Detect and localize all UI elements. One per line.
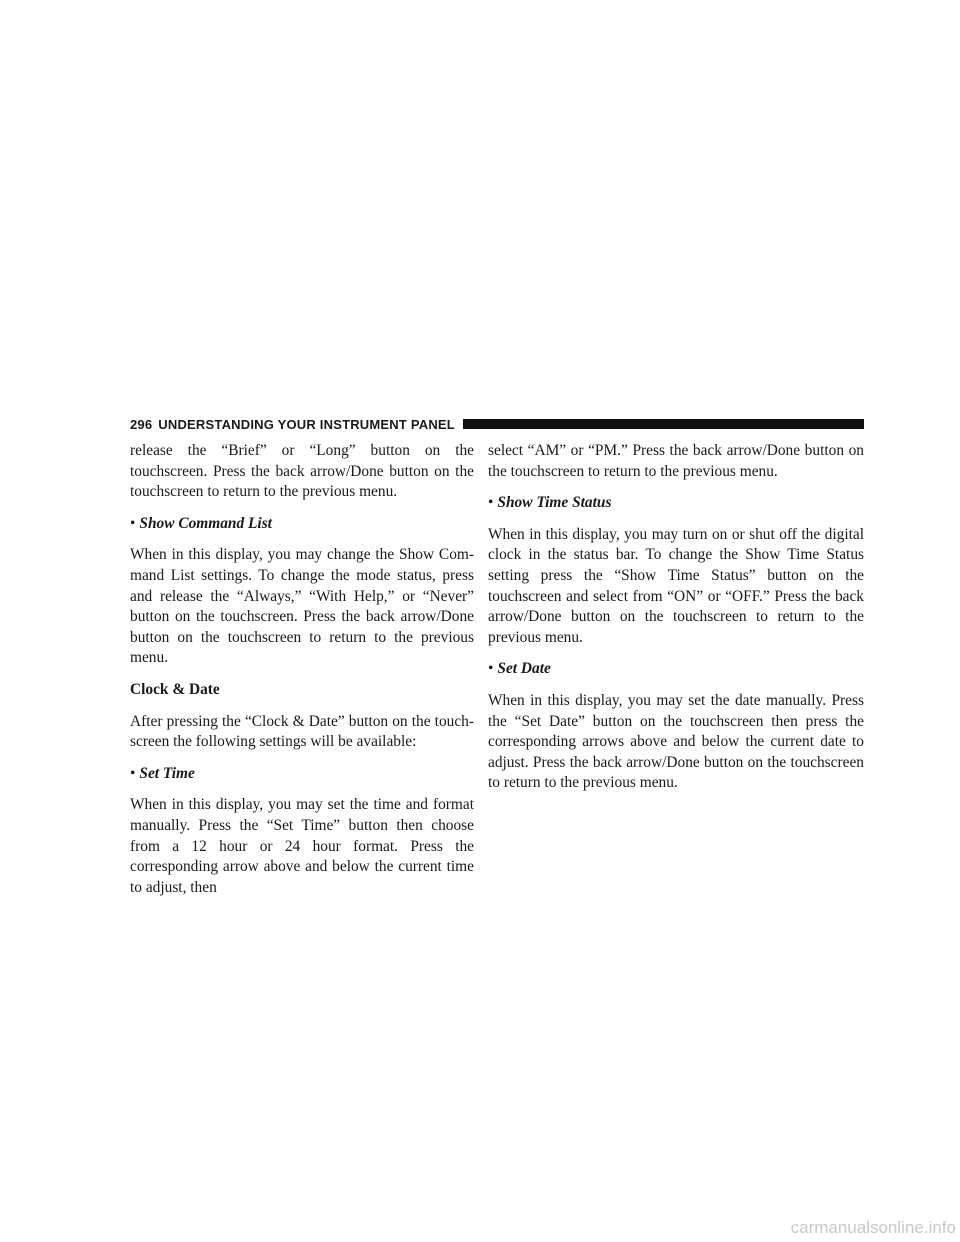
- paragraph: When in this display, you may set the time and format manually. Press the “Set Time” button then choose from a 12 hour or 24 hour format. Press the corresponding arrow above and below the current time to adjust, then: [130, 796, 474, 896]
- bullet-dot: •: [130, 514, 136, 532]
- watermark: carmanualsonline.info: [790, 1218, 956, 1237]
- right-column: [488, 441, 864, 805]
- bullet-label: Set Date: [497, 660, 551, 678]
- bullet-item: [488, 659, 864, 680]
- bullet-label: Show Time Status: [497, 494, 612, 512]
- page-number: 296: [130, 416, 153, 432]
- bullet-dot: •: [488, 494, 494, 512]
- bullet-item: [488, 493, 864, 514]
- paragraph: When in this display, you may turn on or shut off the digital clock in the status bar. To change the Show Time Status setting press the “Show Time Status” button on the touchscreen and select from “ON” or “OFF.” Press the back arrow/Done button on the touchscreen to return to the previous menu.: [488, 525, 864, 646]
- bullet-item: [130, 764, 474, 785]
- paragraph: select “AM” or “PM.” Press the back arrow/Done button on the touchscreen to return to the previous menu.: [488, 442, 864, 480]
- paragraph: After pressing the “Clock & Date” button on the touch-screen the following settings will be available:: [130, 712, 474, 751]
- paragraph: When in this display, you may change the Show Com-mand List settings. To change the mode status, press and release the “Always,” “With Help,” or “Never” button on the touchscreen. Press the back arrow/Done button on the touchscreen to return to the previous menu.: [130, 546, 474, 667]
- header-rule: [463, 419, 864, 429]
- bullet-label: Show Command List: [139, 514, 272, 532]
- subheading: Clock & Date: [130, 680, 220, 698]
- section-title: UNDERSTANDING YOUR INSTRUMENT PANEL: [158, 416, 455, 432]
- bullet-dot: •: [488, 660, 494, 678]
- bullet-label: Set Time: [139, 764, 195, 782]
- page-header: [130, 417, 864, 431]
- paragraph: release the “Brief” or “Long” button on the touchscreen. Press the back arrow/Done button on the touchscreen to return to the previous menu.: [130, 442, 474, 501]
- bullet-item: [130, 514, 474, 535]
- bullet-dot: •: [130, 764, 136, 782]
- paragraph: When in this display, you may set the date manually. Press the “Set Date” button on the touchscreen then press the corresponding arrows above and below the current date to adjust. Press the back arrow/Done button on the touchscreen to return to the previous menu.: [488, 691, 864, 792]
- left-column: [130, 441, 474, 909]
